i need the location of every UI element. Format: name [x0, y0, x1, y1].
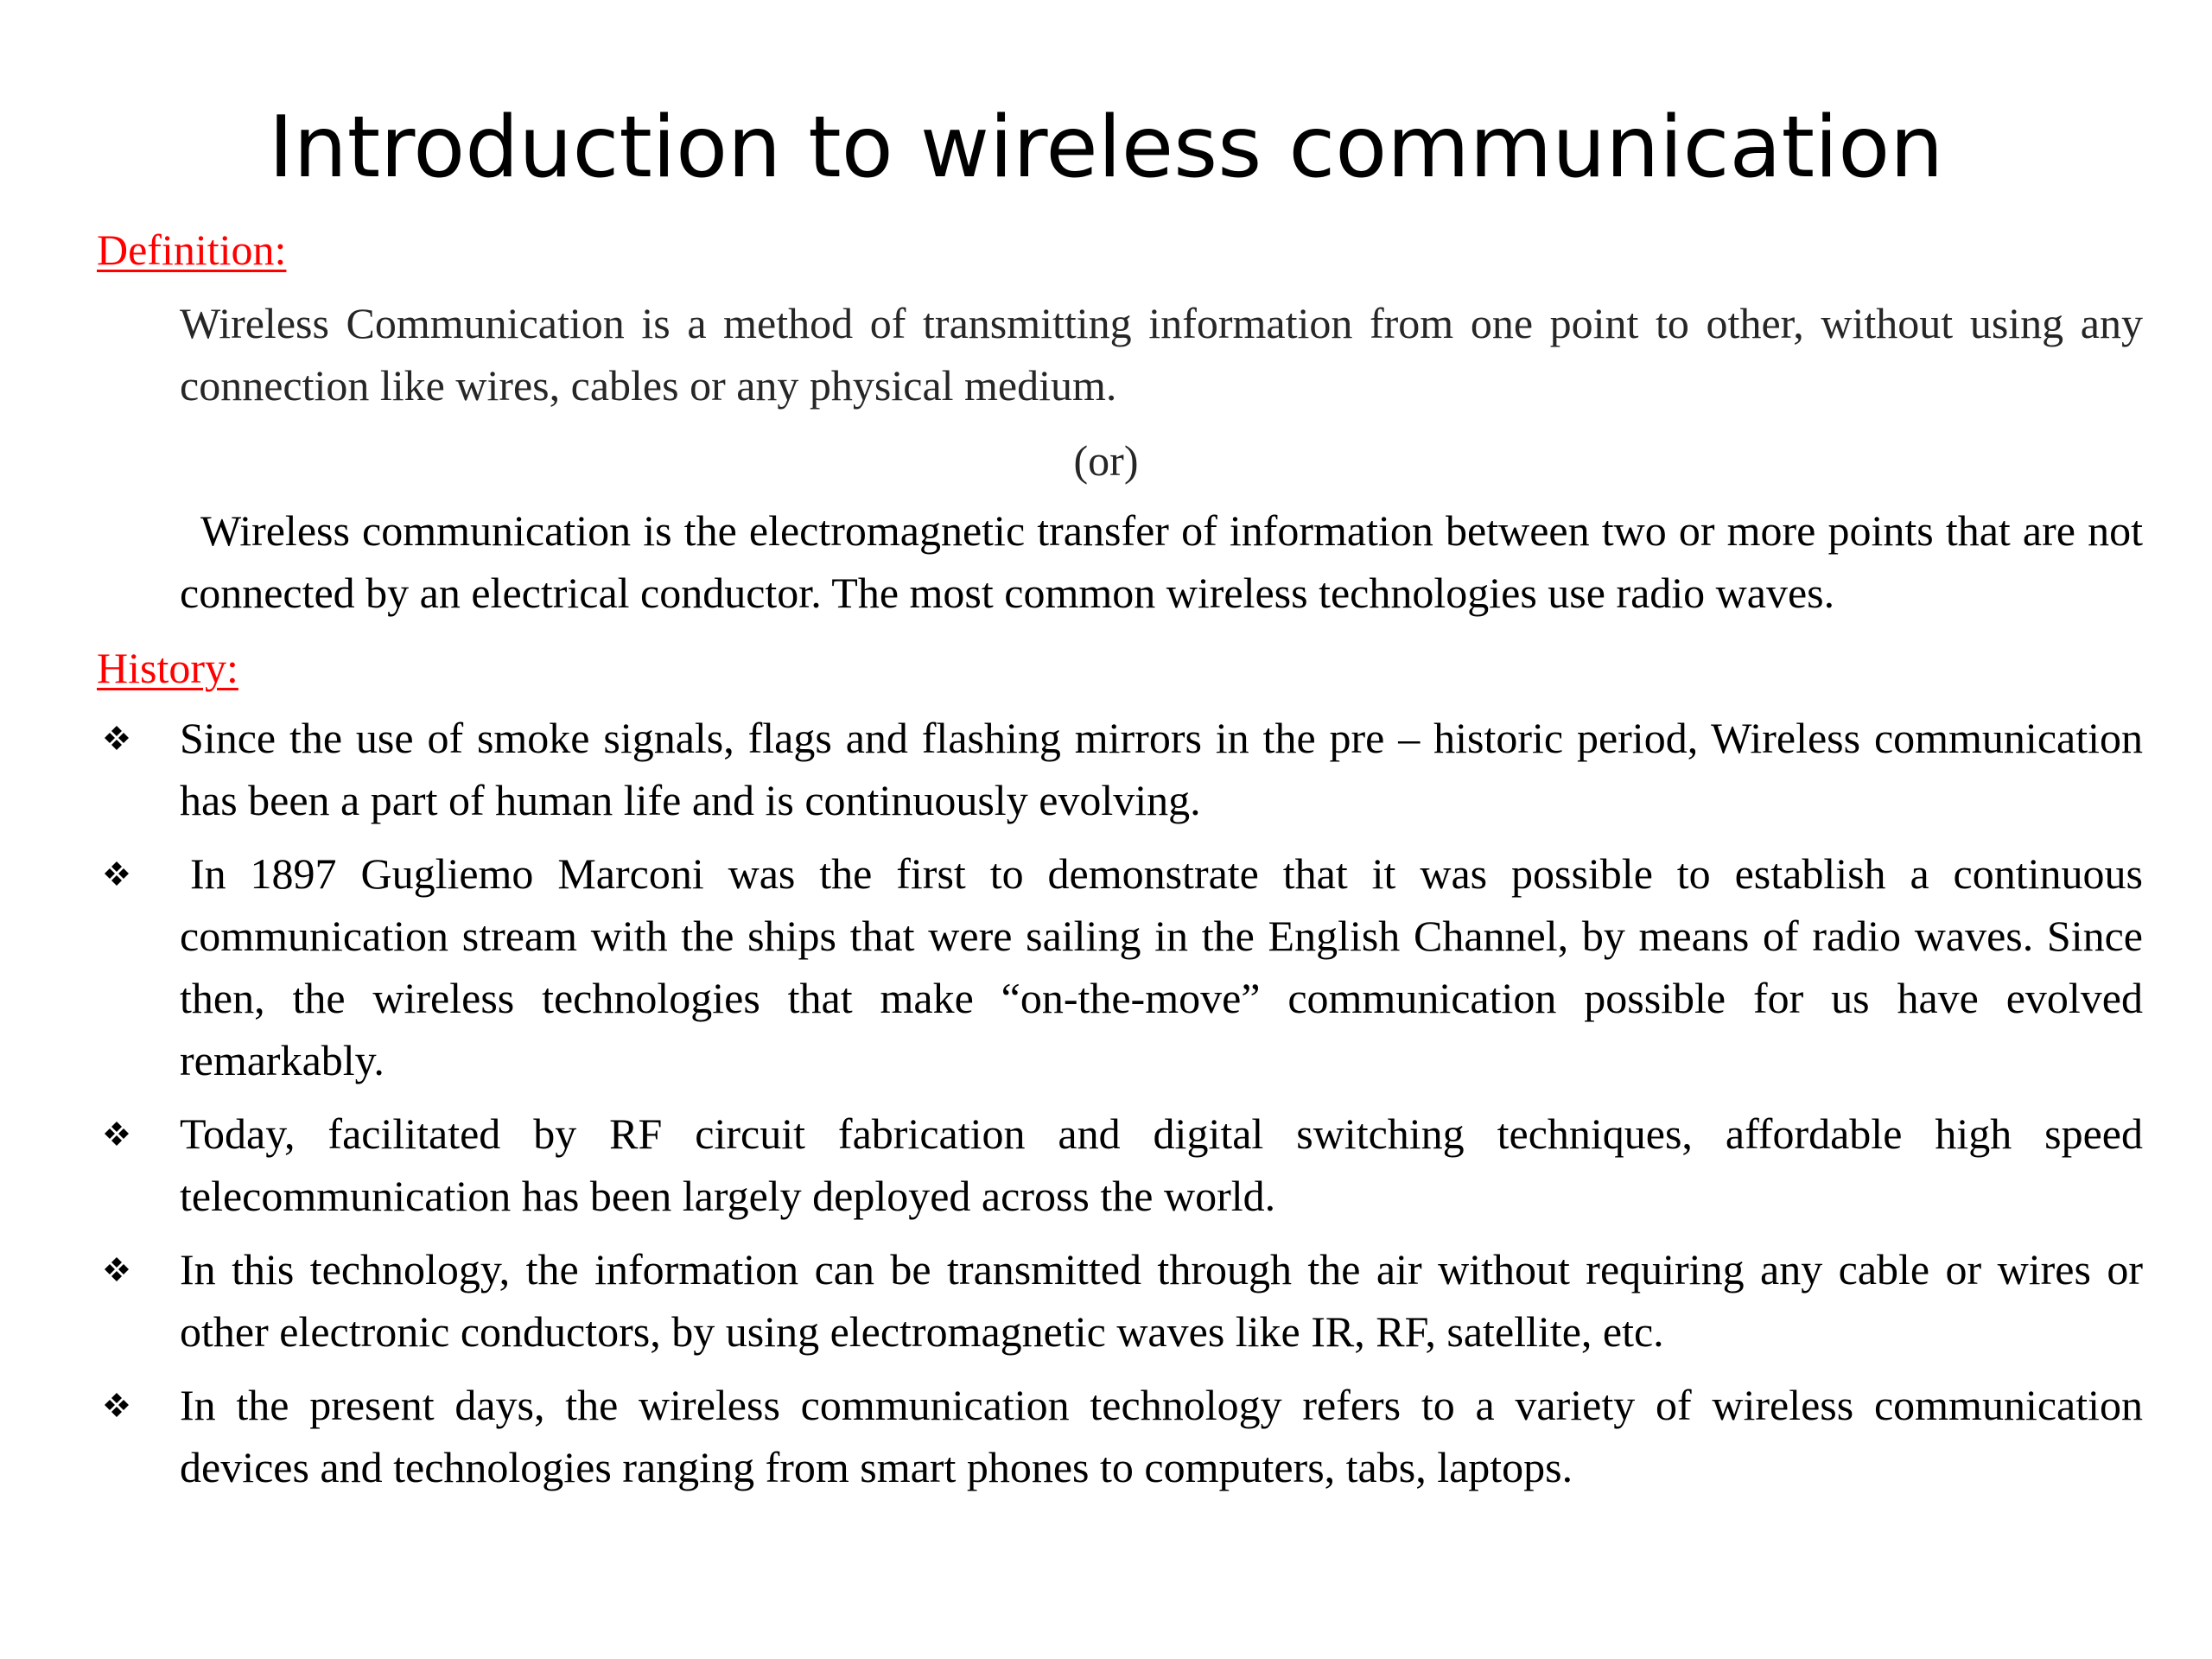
four-diamond-bullet-icon — [97, 842, 140, 905]
definition-paragraph-2: Wireless communication is the electromagnetic transfer of information between two or more points that are not connected by an electrical conductor. The most common wireless technologies use radio waves. — [180, 506, 2143, 617]
history-bullet-text: In this technology, the information can be transmitted through the air without requiring any cable or wires or other electronic conductors, by using electromagnetic waves like IR, RF, satellite, etc. — [180, 1245, 2143, 1356]
history-heading: History: — [97, 644, 238, 692]
history-bullet-text: Today, facilitated by RF circuit fabrication and digital switching techniques, affordable high speed telecommunication has been largely deployed across the world. — [180, 1109, 2143, 1220]
history-bullet-text: In the present days, the wireless communication technology refers to a variety of wireless communication devices and technologies ranging from smart phones to computers, tabs, laptops. — [180, 1381, 2143, 1491]
four-diamond-bullet-icon — [97, 707, 140, 769]
four-diamond-bullet-icon — [97, 1103, 140, 1165]
four-diamond-bullet-icon — [97, 1238, 140, 1300]
slide-title: Introduction to wireless communication — [268, 99, 1944, 197]
definition-heading: Definition: — [97, 226, 287, 274]
definition-paragraph-1: Wireless Communication is a method of transmitting information from one point to other, without using any connection like wires, cables or any physical medium. — [180, 299, 2143, 410]
definition-separator: (or) — [1073, 436, 1139, 485]
history-bullet-text: In 1897 Gugliemo Marconi was the first to demonstrate that it was possible to establish a continuous communication stream with the ships that were sailing in the English Channel, by means of radio waves. Since then, the wireless technologies that make “on-the-move” communication possible for us have evolved remarkably. — [180, 849, 2143, 1084]
four-diamond-bullet-icon — [97, 1374, 140, 1436]
history-bullet-text: Since the use of smoke signals, flags and flashing mirrors in the pre – historic period, Wireless communication has been a part of human life and is continuously evolving. — [180, 714, 2143, 824]
